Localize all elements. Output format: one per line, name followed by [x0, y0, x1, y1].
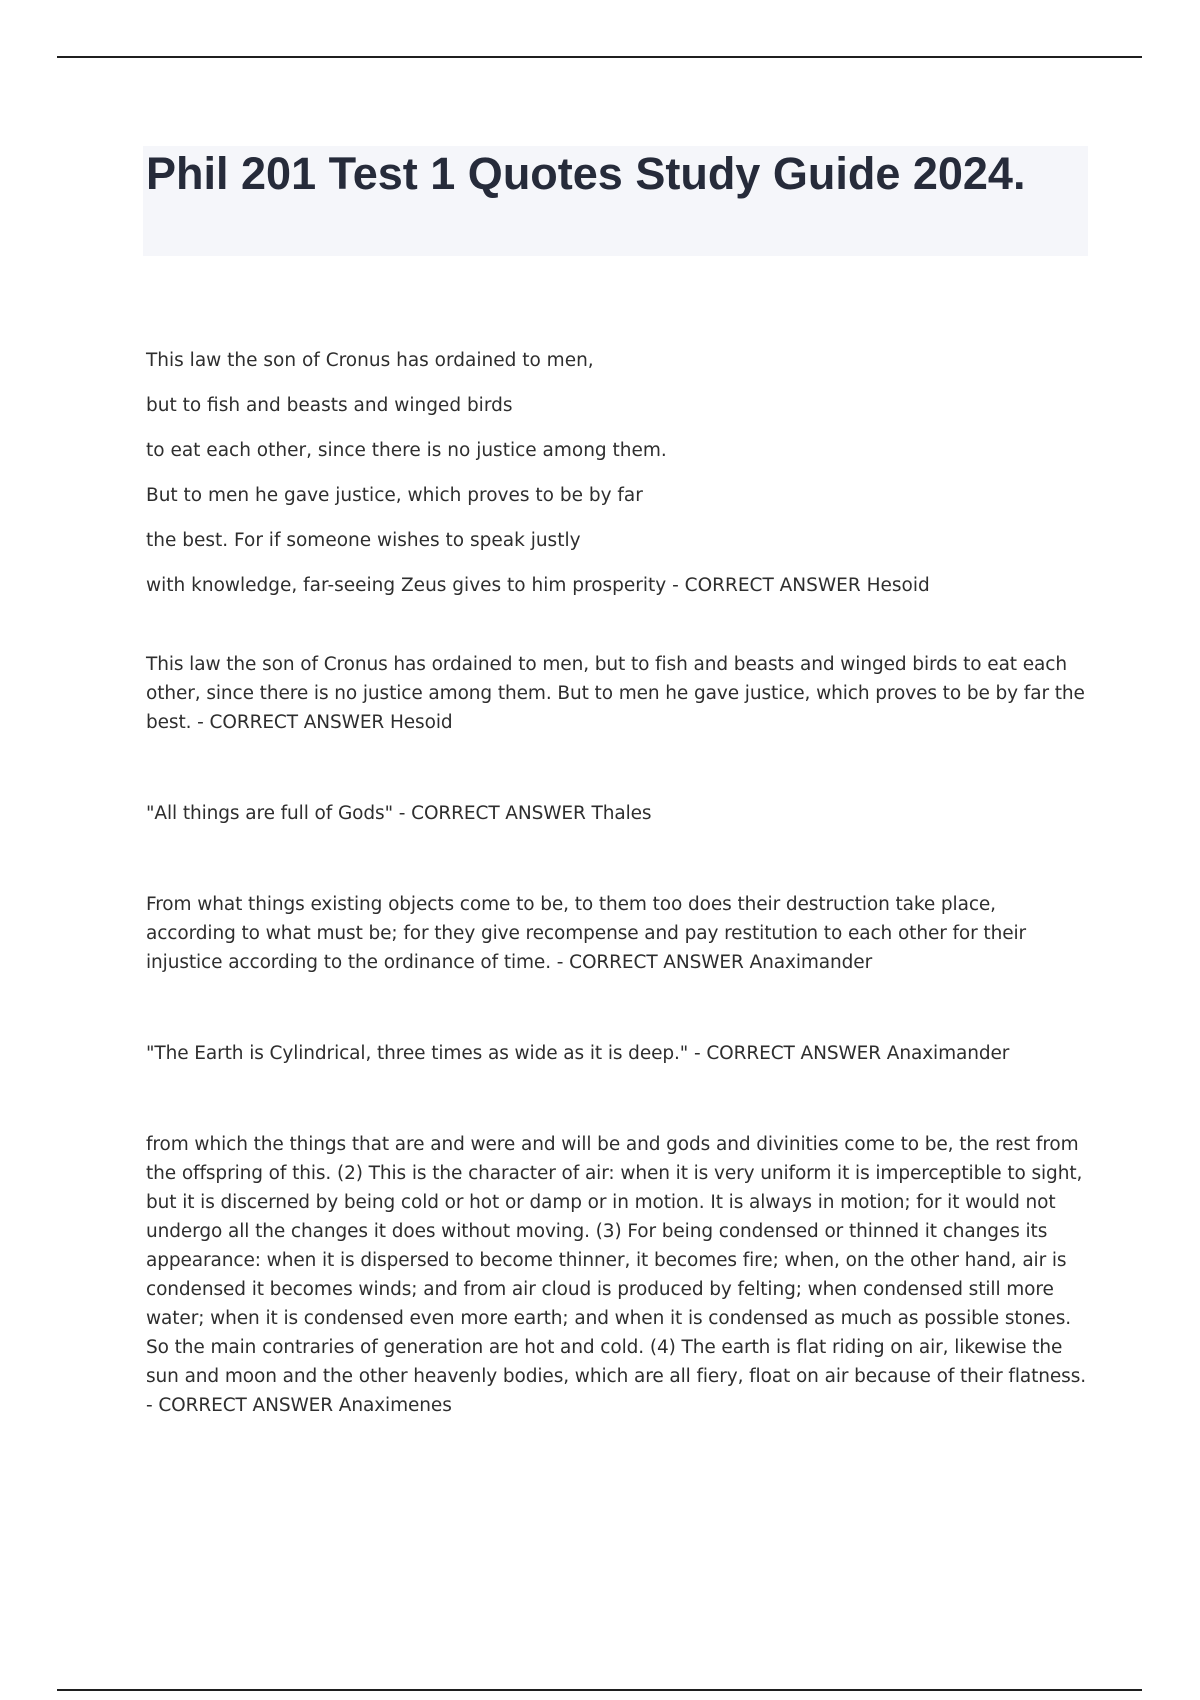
verse-line: but to fish and beasts and winged birds	[146, 395, 513, 416]
verse-line: This law the son of Cronus has ordained to men,	[146, 350, 594, 371]
top-divider	[57, 56, 1142, 58]
bottom-divider	[57, 1689, 1142, 1691]
title-block	[143, 146, 1088, 256]
flashcard-2: This law the son of Cronus has ordained to men, but to fish and beasts and winged birds to eat each other, since there is no justice among them. But to men he gave justice, which proves to be by far the best. - CORRECT ANSWER Hesoid	[146, 654, 1085, 733]
flashcard-5: "The Earth is Cylindrical, three times as wide as it is deep." - CORRECT ANSWER Anaximander	[146, 1043, 1010, 1064]
verse-line: But to men he gave justice, which proves to be by far	[146, 485, 643, 506]
flashcard-3: "All things are full of Gods" - CORRECT ANSWER Thales	[146, 803, 652, 824]
verse-line: to eat each other, since there is no justice among them.	[146, 440, 667, 461]
study-guide-content	[146, 346, 1091, 1482]
page-title: Phil 201 Test 1 Quotes Study Guide 2024.	[146, 148, 1026, 199]
flashcard-1	[146, 346, 1091, 600]
flashcard-6: from which the things that are and were and will be and gods and divinities come to be, the rest from the offspring of this. (2) This is the character of air: when it is very uniform it is imperceptible to sight, but it is discerned by being cold or hot or damp or in motion. It is always in motion; for it would not undergo all the changes it does without moving. (3) For being condensed or thinned it changes its appearance: when it is dispersed to become thinner, it becomes fire; when, on the other hand, air is condensed it becomes winds; and from air cloud is produced by felting; when condensed still more water; when it is condensed even more earth; and when it is condensed as much as possible stones. So the main contraries of generation are hot and cold. (4) The earth is flat riding on air, likewise the sun and moon and the other heavenly bodies, which are all fiery, float on air because of their flatness. - CORRECT ANSWER Anaximenes	[146, 1134, 1087, 1416]
verse-line: with knowledge, far-seeing Zeus gives to him prosperity - CORRECT ANSWER Hesoid	[146, 575, 930, 596]
verse-line: the best. For if someone wishes to speak justly	[146, 530, 581, 551]
flashcard-4: From what things existing objects come to be, to them too does their destruction take place, according to what must be; for they give recompense and pay restitution to each other for their injustice according to the ordinance of time. - CORRECT ANSWER Anaximander	[146, 894, 1027, 973]
